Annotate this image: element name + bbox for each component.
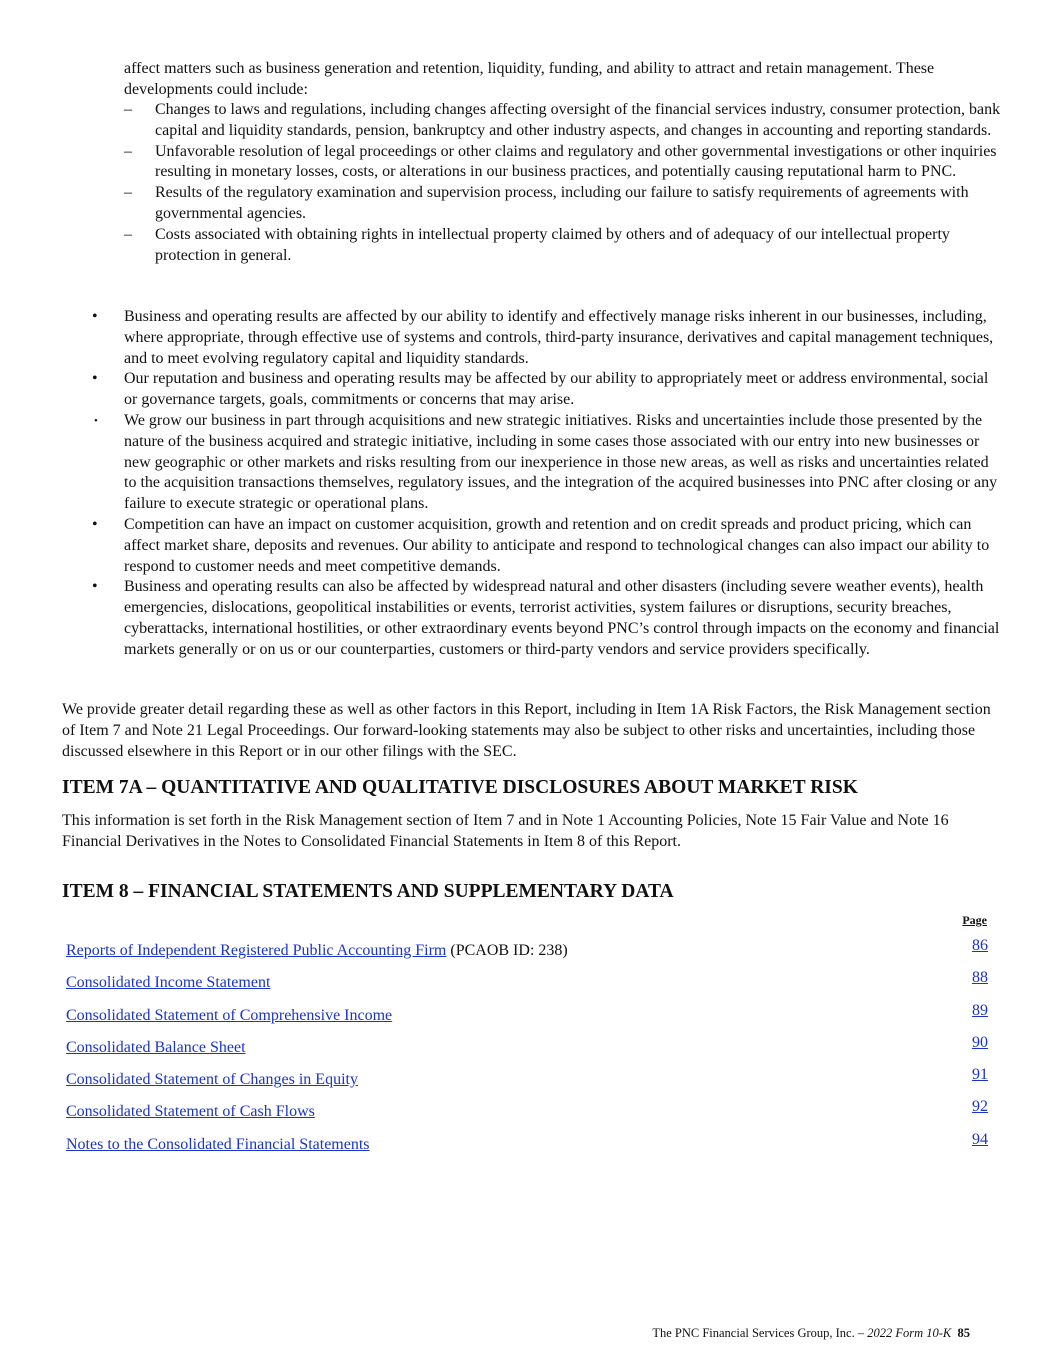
footer-form: 2022 Form 10-K bbox=[867, 1326, 952, 1340]
list-item-text: Our reputation and business and operating results may be affected by our ability to appropriately meet or address environmental, social or governance targets, goals, commitments or concerns that may arise. bbox=[124, 370, 989, 409]
bullet-list bbox=[92, 307, 1002, 661]
toc-link-comprehensive-income[interactable]: Consolidated Statement of Comprehensive Income bbox=[66, 1006, 393, 1024]
toc-page-link[interactable]: 88 bbox=[972, 969, 988, 987]
toc-link-notes[interactable]: Notes to the Consolidated Financial Statements bbox=[66, 1135, 370, 1153]
toc-link-cash-flows[interactable]: Consolidated Statement of Cash Flows bbox=[66, 1103, 315, 1121]
bullet-marker: • bbox=[92, 370, 98, 388]
toc-link-auditor-reports[interactable]: Reports of Independent Registered Public Accounting Firm bbox=[66, 942, 447, 959]
list-item bbox=[92, 577, 1002, 660]
dash-marker: – bbox=[124, 101, 132, 118]
dash-marker: – bbox=[124, 225, 132, 243]
toc-row bbox=[66, 1065, 988, 1097]
toc-suffix: (PCAOB ID: 238) bbox=[446, 942, 568, 959]
toc-page-column-header: Page bbox=[962, 913, 987, 927]
footer-company: The PNC Financial Services Group, Inc. – bbox=[652, 1326, 868, 1340]
list-item bbox=[92, 369, 1002, 411]
table-of-contents bbox=[66, 936, 988, 1162]
dash-marker: – bbox=[124, 142, 132, 160]
list-item bbox=[92, 515, 1002, 577]
list-item-text: Unfavorable resolution of legal proceedings or other claims and regulatory and other governmental investigations or other inquiries resulting in monetary losses, costs, or alterations in our business practices, and potentially causing reputational harm to PNC. bbox=[155, 142, 997, 181]
list-item bbox=[124, 142, 1004, 184]
list-item bbox=[92, 411, 1002, 515]
item-7a-paragraph: This information is set forth in the Risk Management section of Item 7 and in Note 1 Accounting Policies, Note 15 Fair Value and Note 16 Financial Derivatives in the Notes to Consolidated Financial Statements in Item 8 of this Report. bbox=[62, 812, 949, 850]
dash-marker: – bbox=[124, 184, 132, 202]
bullet-marker: • bbox=[92, 308, 98, 325]
toc-link-changes-in-equity[interactable]: Consolidated Statement of Changes in Equity bbox=[66, 1071, 358, 1089]
toc-row bbox=[66, 936, 988, 968]
list-item-text: We grow our business in part through acquisitions and new strategic initiatives. Risks and uncertainties include those presented by the nature of the business acquired and strategic initiative, including in some cases those associated with our entry into new businesses or new geographic or other markets and risks resulting from our inexperience in those new areas, as well as risks and uncertainties related to the acquisition transactions themselves, regulatory issues, and the integration of the acquired businesses into PNC after closing or any failure to execute strategic or operational plans. bbox=[124, 411, 998, 513]
list-item bbox=[92, 307, 1002, 369]
list-item-text: Business and operating results can also be affected by widespread natural and other disasters (including severe weather events), health emergencies, dislocations, geopolitical instabilities or events, terrorist activities, system failures or disruptions, security breaches, cyberattacks, international hostilities, or other extraordinary events beyond PNC’s control through impacts on the economy and financial markets generally or on us or our counterparties, customers or third-party vendors and service providers specifically. bbox=[124, 578, 1000, 658]
list-item-text: Business and operating results are affected by our ability to identify and effectively manage risks inherent in our businesses, including, where appropriate, through effective use of systems and controls, third-party insurance, derivatives and capital management techniques, and to meet evolving regulatory capital and liquidity standards. bbox=[124, 308, 994, 367]
list-item-text: Results of the regulatory examination and supervision process, including our failure to satisfy requirements of agreements with governmental agencies. bbox=[155, 184, 969, 222]
bullet-marker: • bbox=[92, 515, 98, 533]
page-footer bbox=[652, 1325, 970, 1341]
bullet-marker: • bbox=[92, 578, 98, 596]
list-item-text: Competition can have an impact on customer acquisition, growth and retention and on credit spreads and product pricing, which can affect market share, deposits and revenues. Our ability to anticipate and respond to technological changes can also impact our ability to respond to customer needs and meet competitive demands. bbox=[124, 515, 990, 575]
toc-page-link[interactable]: 92 bbox=[972, 1098, 988, 1116]
toc-row bbox=[66, 1097, 988, 1129]
toc-row bbox=[66, 1001, 988, 1033]
toc-row bbox=[66, 1033, 988, 1065]
footer-page-number: 85 bbox=[957, 1326, 970, 1340]
item-7a-heading: ITEM 7A – QUANTITATIVE AND QUALITATIVE DISCLOSURES ABOUT MARKET RISK bbox=[62, 777, 858, 798]
intro-paragraph: affect matters such as business generation and retention, liquidity, funding, and ability to attract and retain management. These developments could include: bbox=[124, 60, 935, 98]
toc-page-link[interactable]: 91 bbox=[972, 1066, 988, 1084]
item-8-heading: ITEM 8 – FINANCIAL STATEMENTS AND SUPPLEMENTARY DATA bbox=[62, 881, 674, 902]
toc-page-link[interactable]: 90 bbox=[972, 1033, 988, 1051]
list-item bbox=[124, 225, 1004, 267]
toc-page-link[interactable]: 89 bbox=[972, 1001, 988, 1019]
list-item-text: Costs associated with obtaining rights in intellectual property claimed by others and of adequacy of our intellectual property protection in general. bbox=[155, 225, 950, 264]
sub-item-list bbox=[124, 100, 1004, 266]
toc-link-income-statement[interactable]: Consolidated Income Statement bbox=[66, 974, 271, 992]
list-item bbox=[124, 183, 1004, 225]
detail-paragraph: We provide greater detail regarding these as well as other factors in this Report, including in Item 1A Risk Factors, the Risk Management section of Item 7 and Note 21 Legal Proceedings. Our forward-looking statements may also be subject to other risks and uncertainties, including those discussed elsewhere in this Report or in our other filings with the SEC. bbox=[62, 701, 991, 760]
list-item-text: Changes to laws and regulations, including changes affecting oversight of the financial services industry, consumer protection, bank capital and liquidity standards, pension, bankruptcy and other industry aspects, and changes in accounting and reporting standards. bbox=[155, 101, 1001, 139]
list-item bbox=[124, 100, 1004, 142]
toc-row bbox=[66, 1130, 988, 1162]
toc-page-link[interactable]: 94 bbox=[972, 1130, 988, 1148]
bullet-marker: • bbox=[94, 414, 98, 427]
toc-link-balance-sheet[interactable]: Consolidated Balance Sheet bbox=[66, 1038, 246, 1056]
toc-row bbox=[66, 968, 988, 1000]
toc-page-link[interactable]: 86 bbox=[972, 937, 988, 954]
